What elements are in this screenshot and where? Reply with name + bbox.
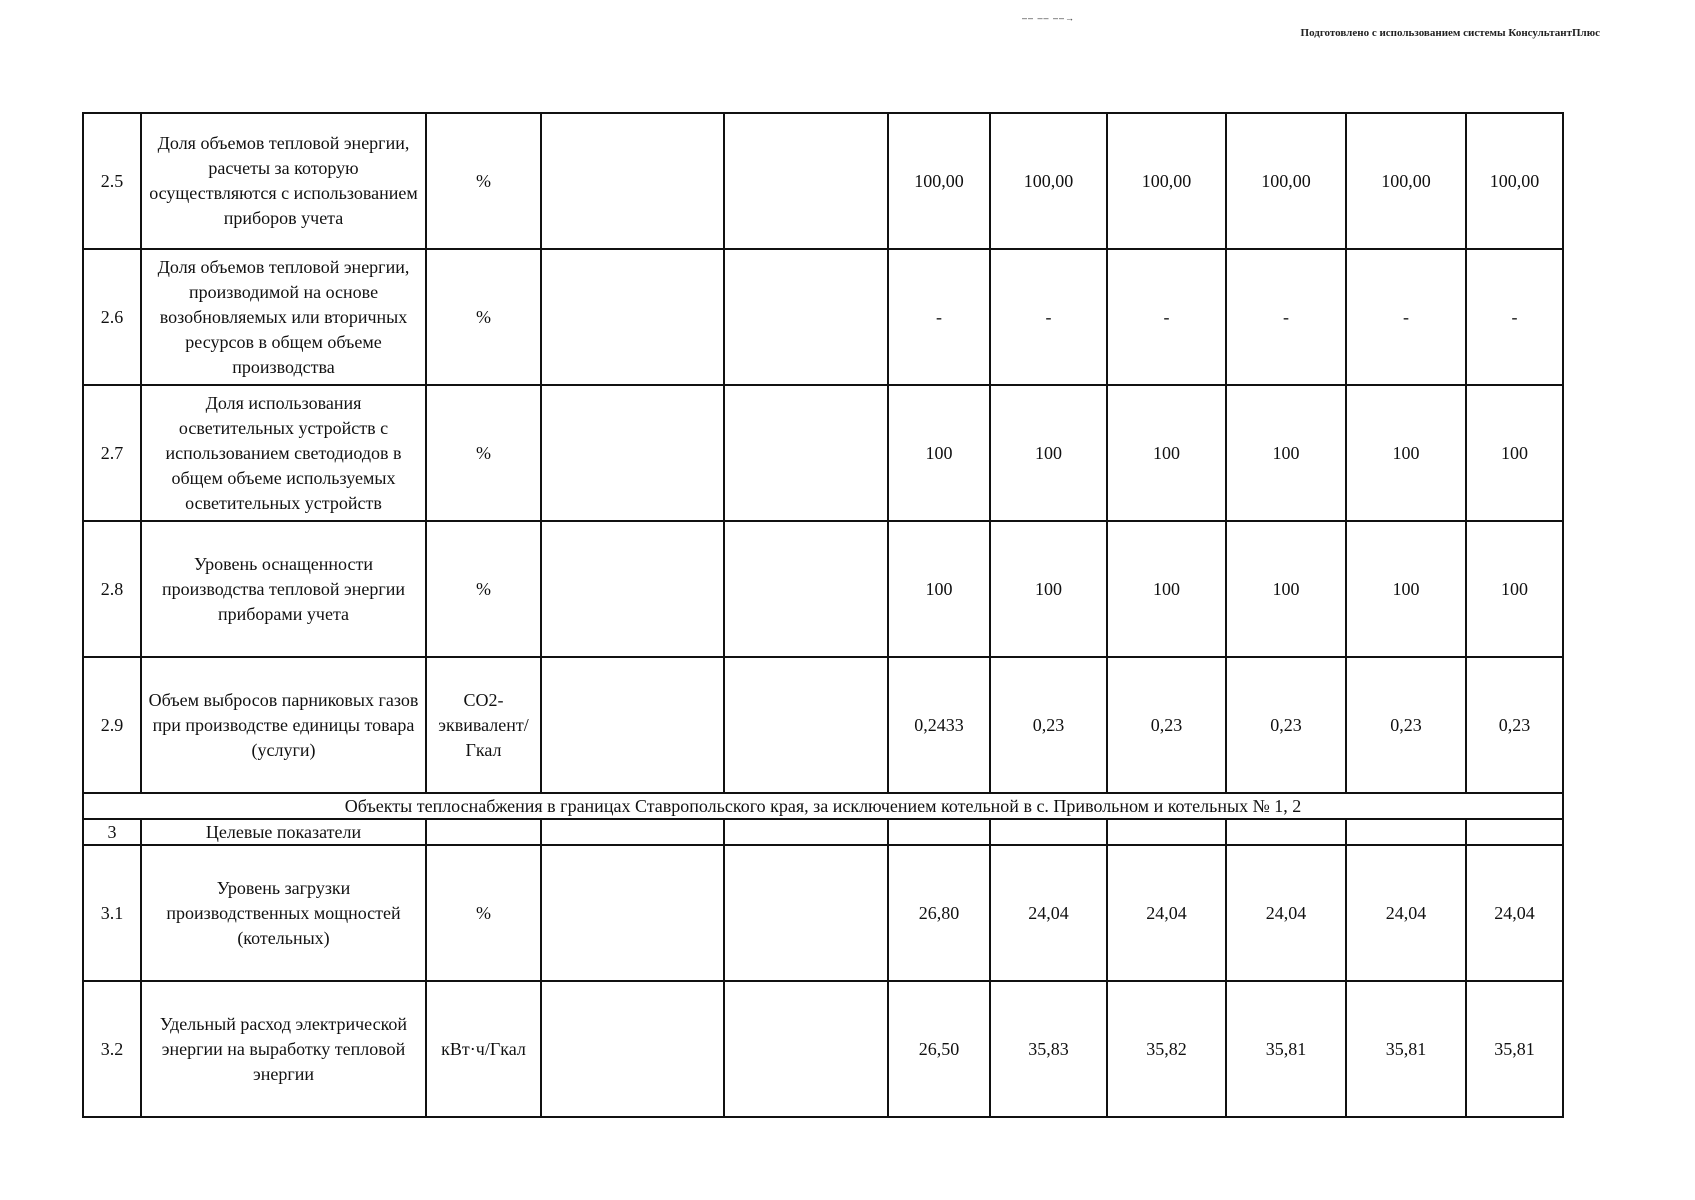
value-cell: 0,23 (1346, 657, 1466, 793)
value-cell: - (990, 249, 1107, 385)
unit-cell: % (426, 113, 541, 249)
indicators-table (82, 112, 1564, 1118)
value-cell: 35,82 (1107, 981, 1226, 1117)
empty-cell (541, 845, 724, 981)
empty-cell (1466, 819, 1563, 845)
unit-cell: кВт·ч/Гкал (426, 981, 541, 1117)
value-cell: 100,00 (1107, 113, 1226, 249)
empty-cell (724, 385, 888, 521)
value-cell: 0,23 (1107, 657, 1226, 793)
section-row (83, 793, 1563, 819)
header-note: Подготовлено с использованием системы КонсультантПлюс (1300, 27, 1600, 39)
table-row (83, 385, 1563, 521)
empty-cell (541, 981, 724, 1117)
value-cell: 100 (1346, 521, 1466, 657)
empty-cell (541, 113, 724, 249)
value-cell: - (1226, 249, 1346, 385)
value-cell: - (1346, 249, 1466, 385)
value-cell: 24,04 (1226, 845, 1346, 981)
value-cell: 100 (1107, 385, 1226, 521)
empty-cell (724, 845, 888, 981)
value-cell: 100 (1226, 521, 1346, 657)
empty-cell (888, 819, 990, 845)
subheader-row (83, 819, 1563, 845)
value-cell: 100 (1466, 385, 1563, 521)
row-number: 2.6 (83, 249, 141, 385)
value-cell: 35,81 (1346, 981, 1466, 1117)
table-row (83, 981, 1563, 1117)
value-cell: - (1466, 249, 1563, 385)
value-cell: 100 (888, 385, 990, 521)
empty-cell (724, 981, 888, 1117)
indicator-name: Уровень загрузки производственных мощностей (котельных) (141, 845, 426, 981)
value-cell: 100 (888, 521, 990, 657)
empty-cell (1226, 819, 1346, 845)
empty-cell (1107, 819, 1226, 845)
row-number: 2.5 (83, 113, 141, 249)
indicator-name: Доля объемов тепловой энергии, производимой на основе возобновляемых или вторичных ресурсов в общем объеме производства (141, 249, 426, 385)
value-cell: 100,00 (1466, 113, 1563, 249)
unit-cell: CO2-эквивалент/ Гкал (426, 657, 541, 793)
value-cell: 26,50 (888, 981, 990, 1117)
value-cell: 100 (1226, 385, 1346, 521)
indicator-name: Уровень оснащенности производства тепловой энергии приборами учета (141, 521, 426, 657)
value-cell: 0,23 (990, 657, 1107, 793)
value-cell: 100 (1346, 385, 1466, 521)
empty-cell (541, 657, 724, 793)
top-scan-mark: –– –– ––→ (1022, 13, 1076, 23)
empty-cell (541, 249, 724, 385)
unit-cell: % (426, 249, 541, 385)
empty-cell (1346, 819, 1466, 845)
value-cell: 100 (990, 385, 1107, 521)
empty-cell (724, 521, 888, 657)
empty-cell (724, 819, 888, 845)
value-cell: - (1107, 249, 1226, 385)
value-cell: 100,00 (1226, 113, 1346, 249)
indicator-group-name: Целевые показатели (141, 819, 426, 845)
empty-cell (541, 819, 724, 845)
empty-cell (724, 657, 888, 793)
value-cell: 0,2433 (888, 657, 990, 793)
row-number: 3.2 (83, 981, 141, 1117)
row-number: 3.1 (83, 845, 141, 981)
value-cell: 100,00 (888, 113, 990, 249)
table-row (83, 845, 1563, 981)
unit-cell: % (426, 521, 541, 657)
empty-cell (541, 385, 724, 521)
value-cell: 100 (990, 521, 1107, 657)
empty-cell (426, 819, 541, 845)
indicator-name: Доля использования осветительных устройств с использованием светодиодов в общем объеме используемых осветительных устройств (141, 385, 426, 521)
value-cell: 26,80 (888, 845, 990, 981)
value-cell: 100,00 (990, 113, 1107, 249)
unit-cell: % (426, 845, 541, 981)
row-number: 2.7 (83, 385, 141, 521)
value-cell: 100 (1466, 521, 1563, 657)
value-cell: 24,04 (1346, 845, 1466, 981)
empty-cell (724, 113, 888, 249)
value-cell: 35,81 (1466, 981, 1563, 1117)
empty-cell (990, 819, 1107, 845)
table-row (83, 657, 1563, 793)
value-cell: 24,04 (1466, 845, 1563, 981)
value-cell: 100 (1107, 521, 1226, 657)
row-number: 2.8 (83, 521, 141, 657)
empty-cell (724, 249, 888, 385)
value-cell: 100,00 (1346, 113, 1466, 249)
section-title: Объекты теплоснабжения в границах Ставропольского края, за исключением котельной в с. Привольном и котельных № 1, 2 (83, 793, 1563, 819)
value-cell: 24,04 (990, 845, 1107, 981)
empty-cell (541, 521, 724, 657)
value-cell: 35,81 (1226, 981, 1346, 1117)
table-row (83, 113, 1563, 249)
row-number: 2.9 (83, 657, 141, 793)
indicator-name: Доля объемов тепловой энергии, расчеты за которую осуществляются с использованием приборов учета (141, 113, 426, 249)
row-number: 3 (83, 819, 141, 845)
table-row (83, 249, 1563, 385)
value-cell: 0,23 (1226, 657, 1346, 793)
indicator-name: Объем выбросов парниковых газов при производстве единицы товара (услуги) (141, 657, 426, 793)
value-cell: 24,04 (1107, 845, 1226, 981)
value-cell: - (888, 249, 990, 385)
indicator-name: Удельный расход электрической энергии на выработку тепловой энергии (141, 981, 426, 1117)
value-cell: 0,23 (1466, 657, 1563, 793)
value-cell: 35,83 (990, 981, 1107, 1117)
table-row (83, 521, 1563, 657)
unit-cell: % (426, 385, 541, 521)
